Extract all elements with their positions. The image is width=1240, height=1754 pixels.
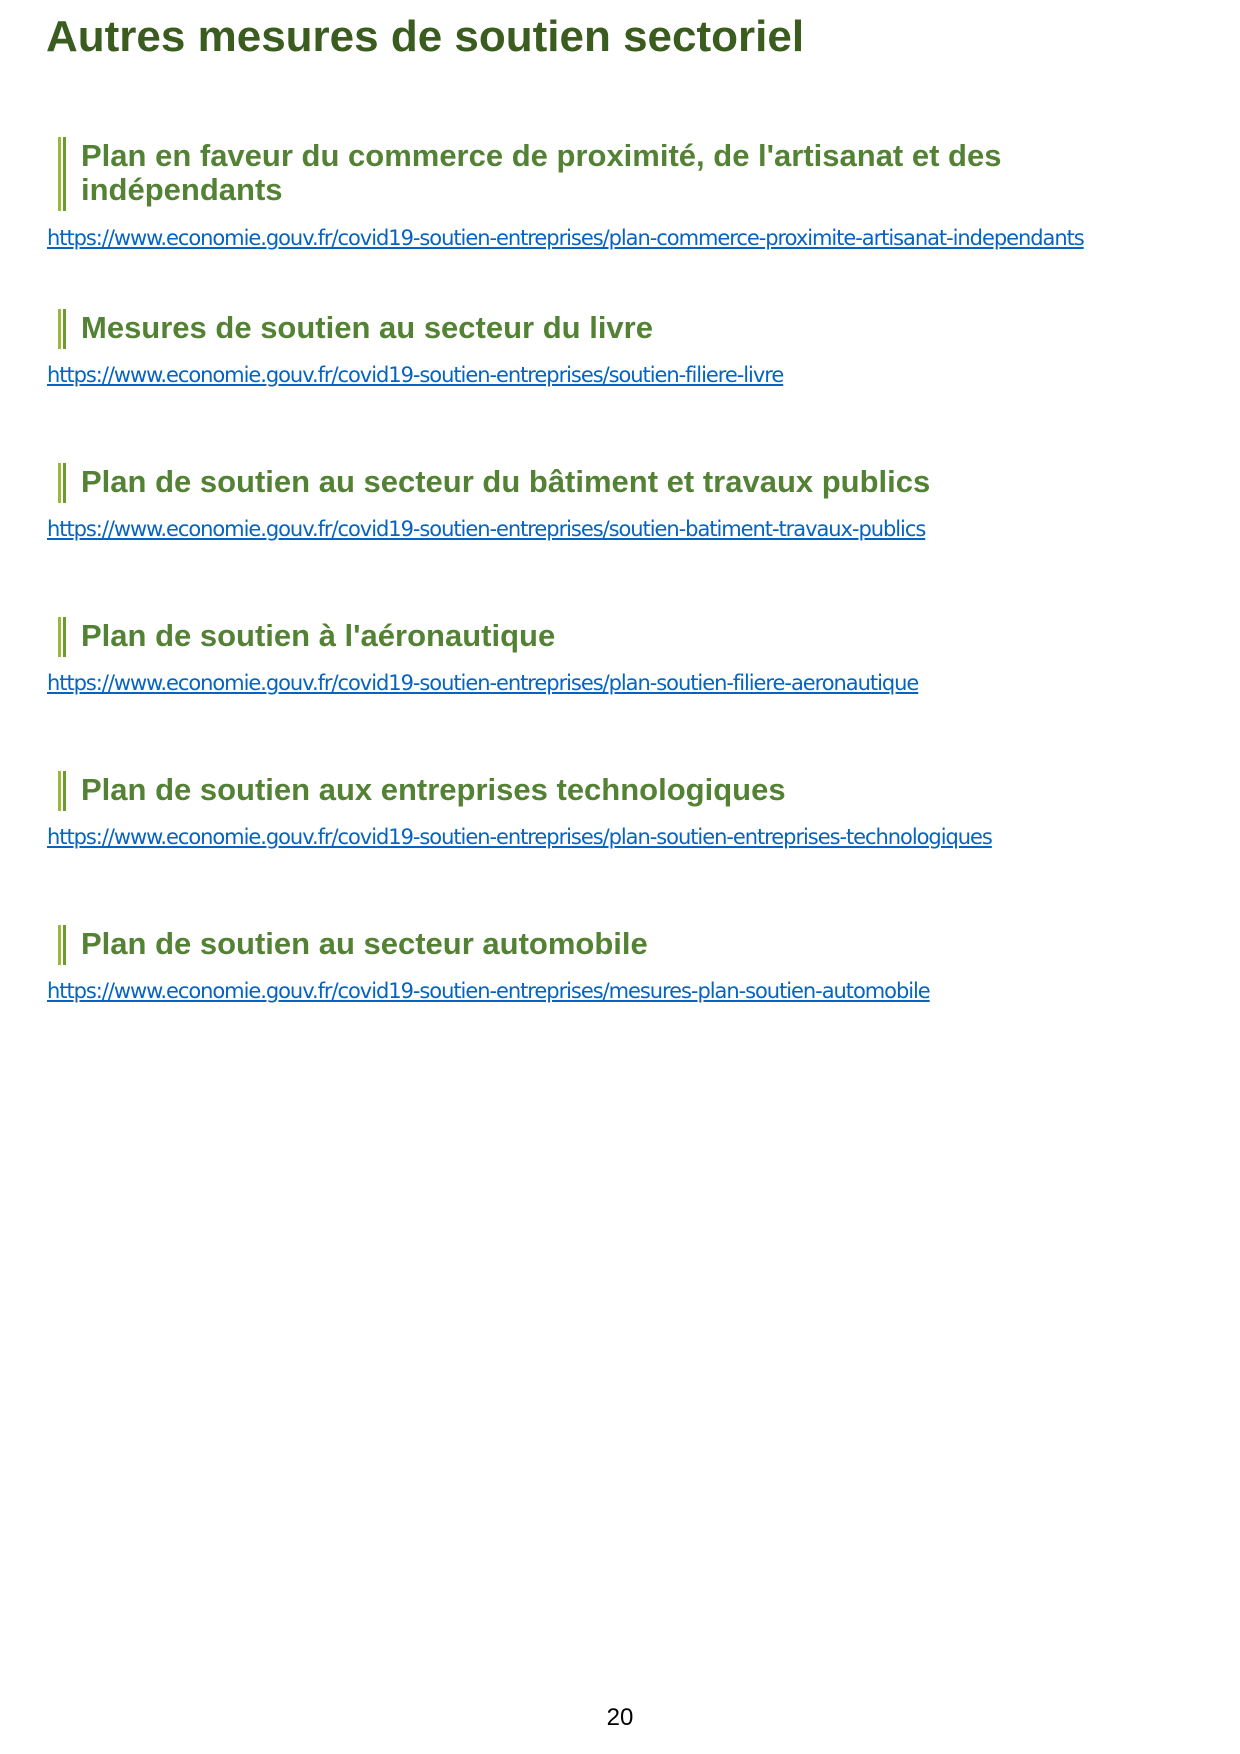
- heading-accent-bar: [63, 309, 66, 349]
- section-link[interactable]: https://www.economie.gouv.fr/covid19-soutien-entreprises/mesures-plan-soutien-automobile: [47, 979, 930, 1003]
- section-heading: [58, 617, 1081, 657]
- section-heading: [58, 771, 1081, 811]
- section-heading-text: Plan en faveur du commerce de proximité, de l'artisanat et des indépendants: [81, 138, 1002, 207]
- page-number: 20: [606, 1704, 634, 1731]
- section-heading: [58, 463, 1081, 503]
- heading-accent-bar: [58, 309, 61, 349]
- heading-accent-bar: [63, 463, 66, 503]
- heading-accent-bar: [58, 925, 61, 965]
- section-heading: [58, 309, 1081, 349]
- section-link[interactable]: https://www.economie.gouv.fr/covid19-soutien-entreprises/plan-commerce-proximite-artisanat-independants: [47, 226, 1084, 250]
- section-link[interactable]: https://www.economie.gouv.fr/covid19-soutien-entreprises/plan-soutien-entreprises-technologiques: [47, 825, 992, 849]
- section-heading-text: Plan de soutien au secteur automobile: [81, 926, 648, 961]
- section-heading-text: Plan de soutien à l'aéronautique: [81, 618, 556, 653]
- section-heading-text: Plan de soutien aux entreprises technologiques: [81, 772, 786, 807]
- section-heading-text: Mesures de soutien au secteur du livre: [81, 310, 653, 345]
- heading-accent-bar: [63, 137, 66, 211]
- heading-accent-bar: [58, 463, 61, 503]
- heading-accent-bar: [58, 617, 61, 657]
- section-link[interactable]: https://www.economie.gouv.fr/covid19-soutien-entreprises/soutien-batiment-travaux-publics: [47, 517, 926, 541]
- heading-accent-bar: [58, 771, 61, 811]
- heading-accent-bar: [63, 925, 66, 965]
- section-heading: [58, 925, 1081, 965]
- section-link[interactable]: https://www.economie.gouv.fr/covid19-soutien-entreprises/soutien-filiere-livre: [47, 363, 784, 387]
- heading-accent-bar: [63, 771, 66, 811]
- section-heading: [58, 137, 1081, 211]
- section-heading-text: Plan de soutien au secteur du bâtiment et travaux publics: [81, 464, 931, 499]
- section-link[interactable]: https://www.economie.gouv.fr/covid19-soutien-entreprises/plan-soutien-filiere-aeronautique: [47, 671, 919, 695]
- page-title: Autres mesures de soutien sectoriel: [46, 12, 805, 61]
- heading-accent-bar: [58, 137, 61, 211]
- heading-accent-bar: [63, 617, 66, 657]
